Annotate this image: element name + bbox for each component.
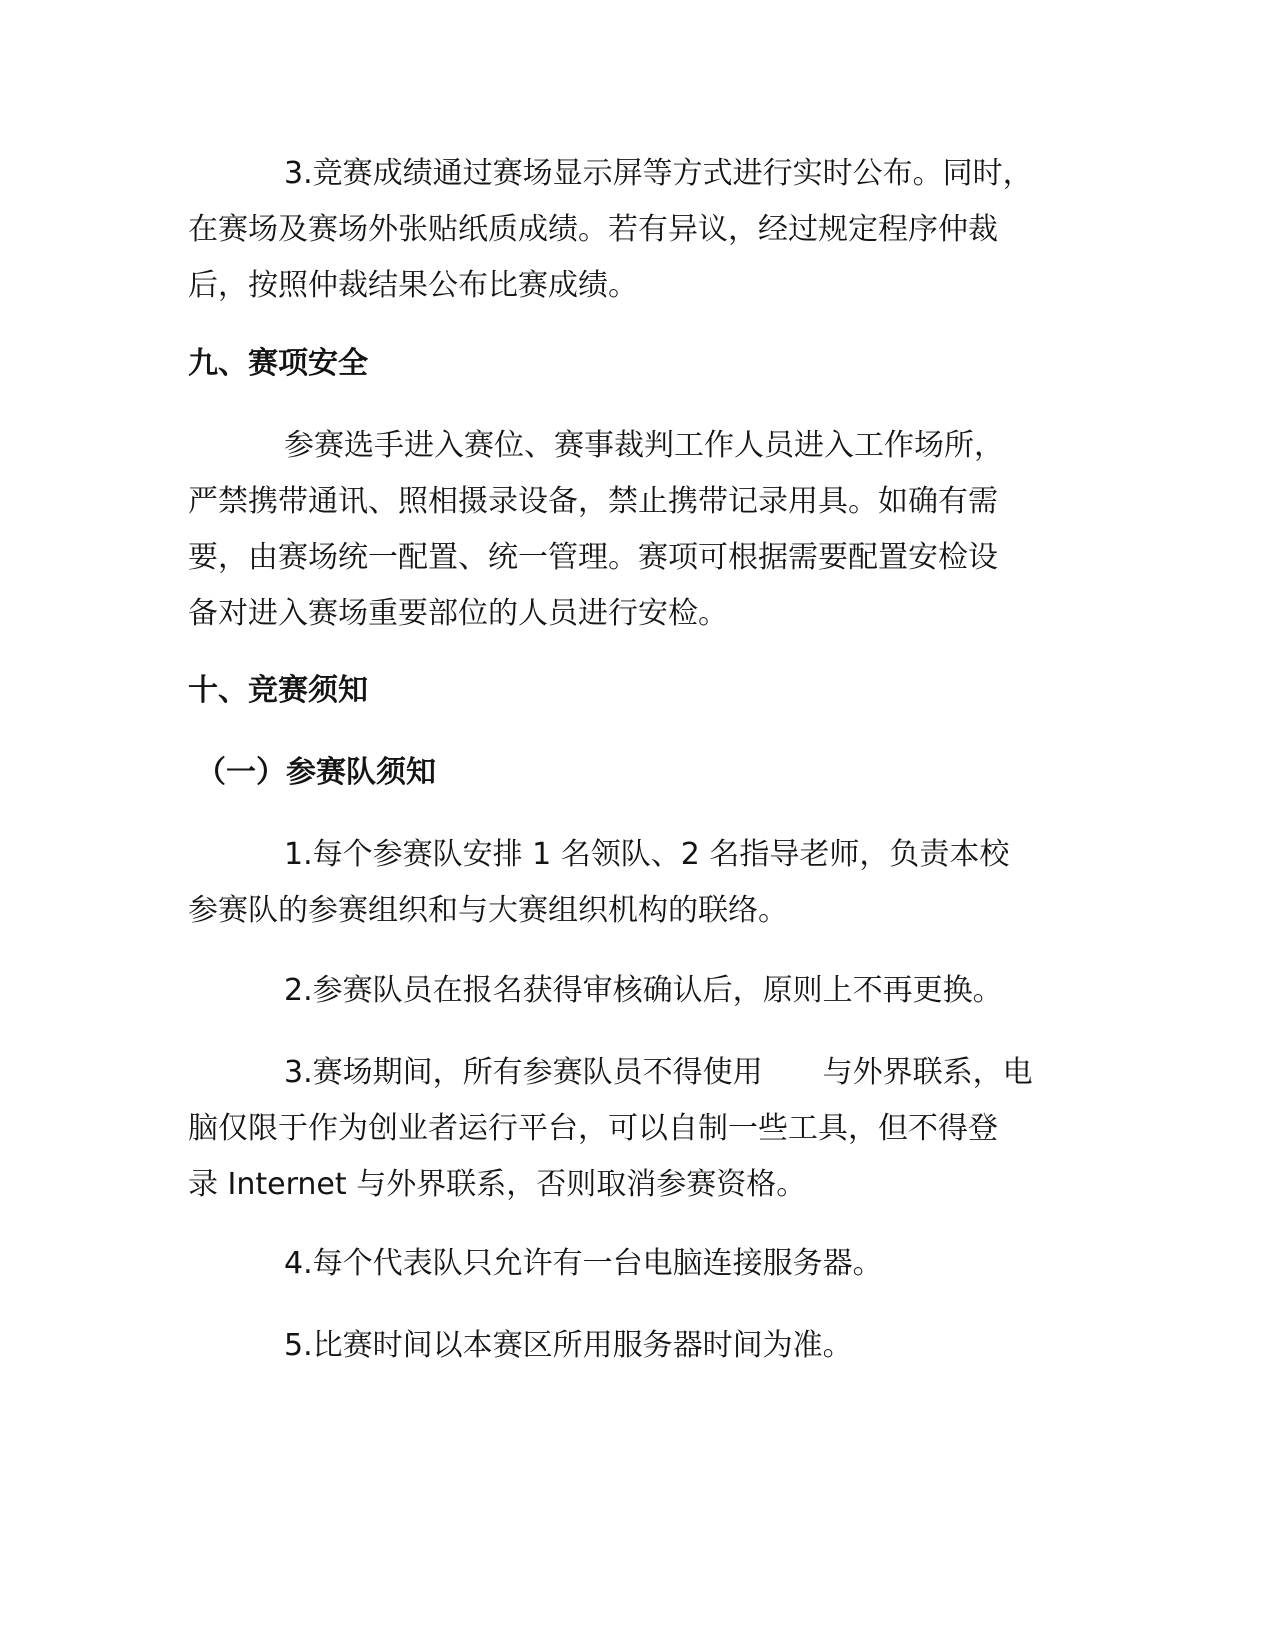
paragraph-line: 2.参赛队员在报名获得审核确认后，原则上不再更换。 <box>284 973 1003 1008</box>
subsection-heading-team-notes: （一）参赛队须知 <box>196 755 436 790</box>
section-heading-competition-notes: 十、竞赛须知 <box>188 673 368 708</box>
section-heading-safety: 九、赛项安全 <box>188 346 368 381</box>
paragraph-line: 3.赛场期间，所有参赛队员不得使用 与外界联系，电 <box>284 1055 1033 1090</box>
paragraph-line: 录 Internet 与外界联系，否则取消参赛资格。 <box>188 1167 807 1202</box>
list-item-3 <box>188 1045 1088 1213</box>
paragraph-line: 要，由赛场统一配置、统一管理。赛项可根据需要配置安检设 <box>188 540 998 575</box>
list-item-2 <box>188 963 1088 1019</box>
paragraph-line: 参赛选手进入赛位、赛事裁判工作人员进入工作场所， <box>284 428 1004 463</box>
paragraph-line: 脑仅限于作为创业者运行平台，可以自制一些工具，但不得登 <box>188 1111 998 1146</box>
paragraph-line: 5.比赛时间以本赛区所用服务器时间为准。 <box>284 1328 853 1363</box>
paragraph-line: 备对进入赛场重要部位的人员进行安检。 <box>188 596 728 631</box>
paragraph-result-publish <box>188 146 1088 314</box>
paragraph-line: 3.竞赛成绩通过赛场显示屏等方式进行实时公布。同时， <box>284 156 1033 191</box>
list-item-1 <box>188 827 1088 939</box>
paragraph-line: 在赛场及赛场外张贴纸质成绩。若有异议，经过规定程序仲裁 <box>188 212 998 247</box>
list-item-4 <box>188 1236 1088 1292</box>
paragraph-line: 后，按照仲裁结果公布比赛成绩。 <box>188 268 638 303</box>
paragraph-security <box>188 418 1088 642</box>
paragraph-line: 严禁携带通讯、照相摄录设备，禁止携带记录用具。如确有需 <box>188 484 998 519</box>
paragraph-line: 1.每个参赛队安排 1 名领队、2 名指导老师，负责本校 <box>284 837 1010 872</box>
paragraph-line: 4.每个代表队只允许有一台电脑连接服务器。 <box>284 1246 883 1281</box>
paragraph-line: 参赛队的参赛组织和与大赛组织机构的联络。 <box>188 893 788 928</box>
list-item-5 <box>188 1318 1088 1374</box>
